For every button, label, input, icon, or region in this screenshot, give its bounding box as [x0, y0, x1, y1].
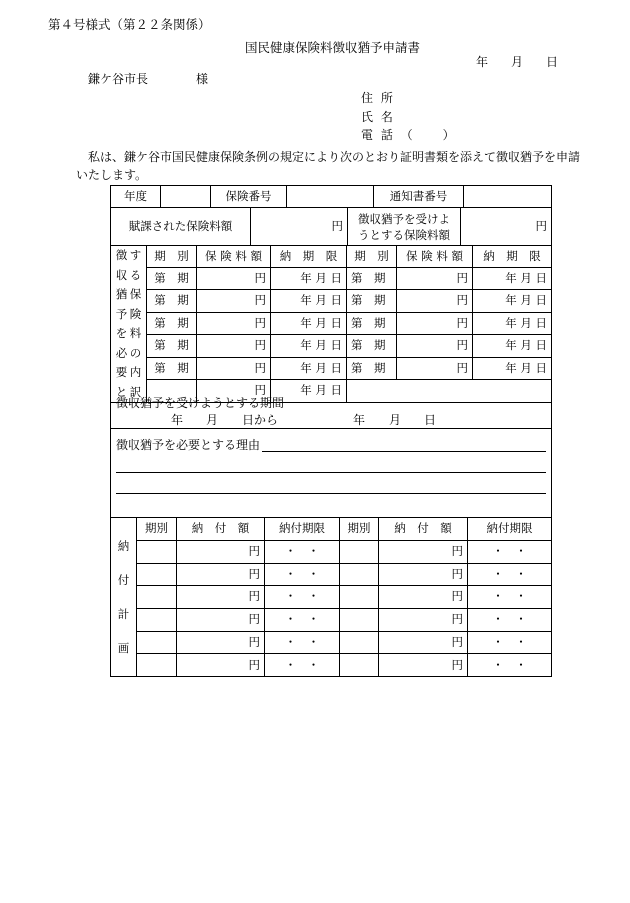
amount-cell[interactable]: 円: [197, 312, 271, 335]
fiscal-year-label: 年度: [111, 186, 161, 208]
plan-amount-cell[interactable]: 円: [177, 586, 265, 609]
notice-no-field[interactable]: [464, 186, 552, 208]
addressee: 鎌ケ谷市長: [88, 72, 149, 86]
amount-cell[interactable]: 円: [397, 290, 473, 313]
breakdown-row: [111, 290, 552, 313]
period-to-day[interactable]: 日: [424, 413, 437, 427]
plan-amount-cell[interactable]: 円: [379, 541, 468, 564]
amount-cell[interactable]: 円: [197, 357, 271, 380]
due-cell[interactable]: 年 月 日: [473, 335, 552, 358]
due-cell[interactable]: 年 月 日: [473, 357, 552, 380]
plan-row: [111, 586, 552, 609]
date-year: 年: [476, 55, 489, 69]
header-due-1: 納 期 限: [271, 246, 347, 268]
info-table: [110, 185, 552, 208]
side-label-col-1: 徴 収 猶 予 を 必 要 と: [115, 248, 128, 399]
period-cell[interactable]: 第 期: [347, 357, 397, 380]
period-cell[interactable]: 第 期: [347, 290, 397, 313]
breakdown-row: [111, 357, 552, 380]
name-label: 氏 名: [361, 110, 395, 124]
plan-period-cell[interactable]: [340, 563, 379, 586]
address-label: 住 所: [361, 91, 395, 105]
plan-header-amount-1: 納 付 額: [177, 518, 265, 541]
breakdown-row: [111, 312, 552, 335]
plan-due-cell[interactable]: ・ ・: [468, 563, 552, 586]
plan-row: [111, 541, 552, 564]
plan-row: [111, 654, 552, 677]
period-cell[interactable]: 第 期: [347, 267, 397, 290]
insurance-no-field[interactable]: [287, 186, 374, 208]
period-cell[interactable]: 第 期: [147, 312, 197, 335]
header-amount-1: 保 険 料 額: [197, 246, 271, 268]
assessed-amount-label: 賦課された保険料額: [111, 208, 251, 246]
reason-line-1[interactable]: [262, 451, 546, 452]
due-cell[interactable]: 年 月 日: [271, 267, 347, 290]
header-period-1: 期 別: [147, 246, 197, 268]
plan-period-cell[interactable]: [340, 631, 379, 654]
reason-line-3[interactable]: [116, 493, 546, 494]
due-cell[interactable]: 年 月 日: [473, 267, 552, 290]
plan-due-cell[interactable]: ・ ・: [468, 586, 552, 609]
period-cell[interactable]: 第 期: [347, 312, 397, 335]
plan-amount-cell[interactable]: 円: [177, 609, 265, 632]
period-cell[interactable]: 第 期: [147, 267, 197, 290]
intro-line-2: いたします。: [76, 168, 148, 182]
breakdown-row: [111, 335, 552, 358]
plan-period-cell[interactable]: [340, 586, 379, 609]
plan-period-cell[interactable]: [340, 609, 379, 632]
period-label: 徴収猶予を受けようとする期間: [116, 396, 285, 410]
plan-amount-cell[interactable]: 円: [379, 631, 468, 654]
plan-period-cell[interactable]: [340, 654, 379, 677]
due-cell[interactable]: 年 月 日: [271, 312, 347, 335]
date-day: 日: [546, 55, 559, 69]
plan-due-cell[interactable]: ・ ・: [265, 654, 340, 677]
plan-due-cell[interactable]: ・ ・: [265, 563, 340, 586]
plan-header-due-1: 納付期限: [265, 518, 340, 541]
insurance-no-label: 保険番号: [211, 186, 287, 208]
period-cell[interactable]: 第 期: [347, 335, 397, 358]
notice-no-label: 通知書番号: [374, 186, 464, 208]
plan-row: [111, 609, 552, 632]
period-cell[interactable]: 第 期: [147, 335, 197, 358]
plan-period-cell[interactable]: [340, 541, 379, 564]
plan-side-label-text: 納 付 計 画: [117, 539, 130, 656]
plan-header-period-1: 期別: [137, 518, 177, 541]
plan-amount-cell[interactable]: 円: [177, 541, 265, 564]
plan-amount-cell[interactable]: 円: [177, 654, 265, 677]
fiscal-year-field[interactable]: [161, 186, 211, 208]
plan-amount-cell[interactable]: 円: [379, 654, 468, 677]
plan-row: [111, 631, 552, 654]
plan-amount-cell[interactable]: 円: [379, 609, 468, 632]
plan-due-cell[interactable]: ・ ・: [468, 541, 552, 564]
reason-label: 徴収猶予を必要とする理由: [116, 438, 261, 452]
period-from-month[interactable]: 月: [206, 413, 219, 427]
side-label-col-2: す る 保 険 料 の 内 訳: [129, 248, 142, 399]
breakdown-side-label: [111, 246, 147, 403]
amount-cell[interactable]: 円: [197, 290, 271, 313]
period-cell[interactable]: 第 期: [147, 290, 197, 313]
header-amount-2: 保 険 料 額: [397, 246, 473, 268]
form-number: 第４号様式（第２２条関係）: [48, 17, 211, 32]
plan-side-label: [111, 518, 137, 677]
intro-line-1: 私は、鎌ケ谷市国民健康保険条例の規定により次のとおり証明書類を添えて徴収猶予を申請: [88, 150, 581, 164]
period-from-year[interactable]: 年: [171, 413, 184, 427]
plan-row: [111, 563, 552, 586]
amount-cell[interactable]: 円: [397, 335, 473, 358]
due-cell[interactable]: 年 月 日: [473, 312, 552, 335]
due-cell[interactable]: 年 月 日: [271, 335, 347, 358]
plan-period-cell[interactable]: [137, 631, 177, 654]
breakdown-table: [110, 245, 552, 403]
period-from-day[interactable]: 日から: [242, 413, 279, 427]
phone-label: 電 話 （ ）: [361, 128, 457, 142]
plan-period-cell[interactable]: [137, 654, 177, 677]
amount-table: [110, 207, 552, 246]
plan-amount-cell[interactable]: 円: [379, 586, 468, 609]
period-cell[interactable]: 第 期: [147, 357, 197, 380]
plan-due-cell[interactable]: ・ ・: [265, 631, 340, 654]
assessed-amount-field[interactable]: 円: [251, 208, 348, 246]
breakdown-row: [111, 267, 552, 290]
amount-cell[interactable]: 円: [397, 312, 473, 335]
due-cell[interactable]: 年 月 日: [271, 290, 347, 313]
addressee-suffix: 様: [196, 72, 209, 86]
reason-line-2[interactable]: [116, 472, 546, 473]
plan-period-cell[interactable]: [137, 541, 177, 564]
due-cell[interactable]: 年 月 日: [271, 357, 347, 380]
plan-table: [110, 517, 552, 677]
header-due-2: 納 期 限: [473, 246, 552, 268]
plan-due-cell[interactable]: ・ ・: [265, 586, 340, 609]
total-amount-cell[interactable]: 円: [197, 380, 271, 403]
amount-cell[interactable]: 円: [197, 267, 271, 290]
plan-header-period-2: 期別: [340, 518, 379, 541]
date-month: 月: [511, 55, 524, 69]
plan-amount-cell[interactable]: 円: [177, 631, 265, 654]
deferral-amount-label: 徴収猶予を受けよ うとする保険料額: [348, 208, 461, 246]
period-to-month[interactable]: 月: [389, 413, 402, 427]
period-to-year[interactable]: 年: [353, 413, 366, 427]
amount-cell[interactable]: 円: [397, 357, 473, 380]
plan-period-cell[interactable]: [137, 609, 177, 632]
plan-due-cell[interactable]: ・ ・: [265, 609, 340, 632]
amount-cell[interactable]: 円: [197, 335, 271, 358]
plan-header-due-2: 納付期限: [468, 518, 552, 541]
plan-amount-cell[interactable]: 円: [379, 563, 468, 586]
due-cell[interactable]: 年 月 日: [473, 290, 552, 313]
plan-due-cell[interactable]: ・ ・: [468, 609, 552, 632]
plan-due-cell[interactable]: ・ ・: [265, 541, 340, 564]
plan-period-cell[interactable]: [137, 586, 177, 609]
total-due-cell[interactable]: 年 月 日: [271, 380, 347, 403]
deferral-amount-field[interactable]: 円: [461, 208, 552, 246]
plan-due-cell[interactable]: ・ ・: [468, 631, 552, 654]
header-period-2: 期 別: [347, 246, 397, 268]
amount-cell[interactable]: 円: [397, 267, 473, 290]
plan-due-cell[interactable]: ・ ・: [468, 654, 552, 677]
plan-period-cell[interactable]: [137, 563, 177, 586]
plan-header-amount-2: 納 付 額: [379, 518, 468, 541]
plan-amount-cell[interactable]: 円: [177, 563, 265, 586]
form-title: 国民健康保険料徴収猶予申請書: [245, 40, 421, 55]
